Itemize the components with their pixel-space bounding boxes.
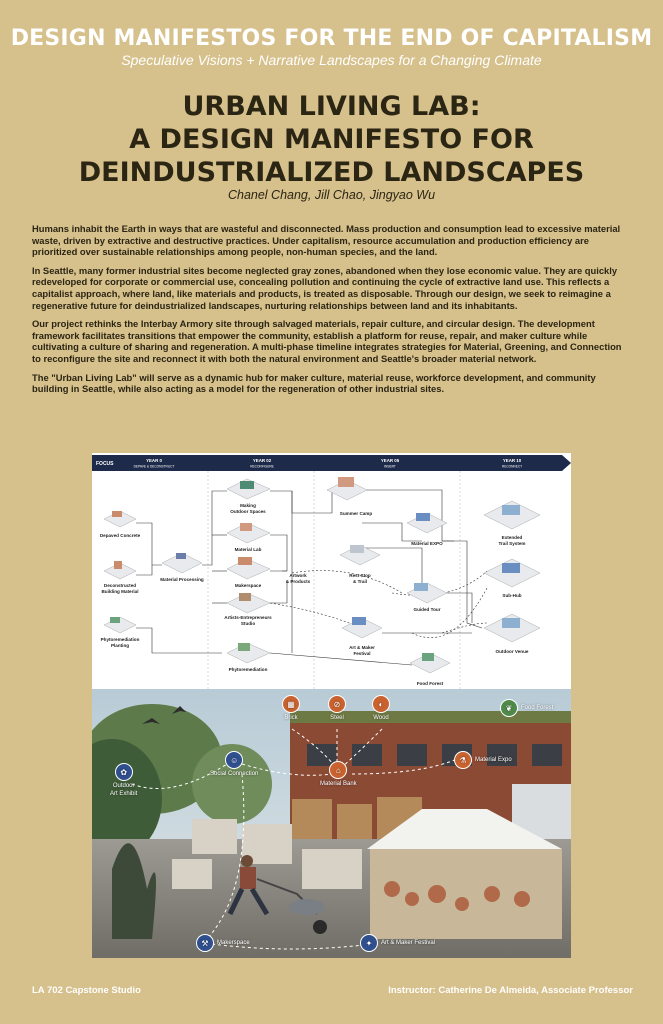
timeline-arrow — [92, 455, 571, 471]
node-deconstructed-2: Building Material — [101, 589, 139, 594]
timeline-diagram — [92, 453, 571, 689]
badge-art-maker-festival-label: Art & Maker Festival — [381, 940, 436, 946]
phase-sub-3: RECONNECT — [501, 464, 523, 469]
node-rest-stop-1: Rest Stop — [349, 573, 371, 578]
footer-instructor: Instructor: Catherine De Almeida, Associate Professor — [388, 985, 633, 996]
badge-steel — [328, 695, 346, 721]
focus-label: FOCUS — [96, 461, 114, 467]
node-deconstructed-1: Deconstructed — [103, 583, 137, 588]
node-artwork-2: & Products — [285, 579, 311, 584]
badge-makerspace — [196, 934, 250, 952]
badge-social-connection-label: Social Connection — [210, 771, 259, 777]
node-artists-2: Studio — [240, 621, 256, 626]
badge-food-forest-label: Food Forest — [521, 705, 554, 711]
paragraph-2: In Seattle, many former industrial sites become neglected gray zones, abandoned when they lose economic value. They are quickly redeveloped for corporate or commercial use, concealing pollution and continuing the cycle of extractive land use. This reflects a capitalist approach, where land, like materials and products, is treated as disposable. Through our design, we seek to reimagine a regenerative future for deindustrialized landscapes, nurturing relationships between land and its inhabitants. — [32, 264, 618, 311]
festival-icon: ✦ — [360, 934, 378, 952]
node-art-maker-2: Festival — [353, 651, 371, 656]
collage-illustration — [92, 689, 571, 958]
badge-art-maker-festival — [360, 934, 435, 952]
flask-icon: ⚗ — [454, 751, 472, 769]
steel-icon: ⊘ — [328, 695, 346, 713]
node-depaved-concrete: Depaved Concrete — [99, 533, 141, 538]
footer-course: LA 702 Capstone Studio — [32, 985, 141, 996]
node-art-maker-1: Art & Maker — [349, 645, 375, 650]
brick-icon: ▦ — [282, 695, 300, 713]
badge-wood-label: Wood — [373, 715, 389, 721]
bank-icon: ⌂ — [329, 761, 347, 779]
node-extended-1: Extended — [501, 535, 523, 540]
node-phytoremediation: Phytoremediation — [228, 667, 268, 672]
badge-outdoor-art — [110, 763, 137, 797]
node-phyto-planting-1: Phytoremediation — [100, 637, 140, 642]
tools-icon: ⚒ — [196, 934, 214, 952]
node-guided-tour: Guided Tour — [413, 607, 441, 612]
body-text — [32, 223, 632, 402]
badge-food-forest — [500, 699, 553, 717]
badge-social-connection — [210, 751, 258, 777]
node-material-lab: Material Lab — [234, 547, 262, 552]
phase-year-1: YEAR 02 — [252, 458, 272, 463]
badge-makerspace-label: Makerspace — [217, 940, 250, 946]
people-icon: ☺ — [225, 751, 243, 769]
title-line-2: A DESIGN MANIFESTO FOR — [129, 124, 534, 155]
badge-steel-label: Steel — [330, 715, 344, 721]
title-line-1: URBAN LIVING LAB: — [182, 91, 481, 122]
node-material-processing: Material Processing — [160, 577, 204, 582]
series-subtitle: Speculative Visions + Narrative Landscapes for a Changing Climate — [121, 52, 542, 68]
series-title: DESIGN MANIFESTOS FOR THE END OF CAPITALISM — [10, 26, 653, 51]
phase-sub-2: INSERT — [384, 464, 396, 469]
poster-title — [60, 90, 603, 189]
node-outdoor-venue: Outdoor Venue — [495, 649, 529, 654]
badge-material-bank-label: Material Bank — [320, 781, 357, 787]
node-artwork-1: Artwork — [289, 573, 307, 578]
badge-material-expo — [454, 751, 512, 769]
badge-brick — [282, 695, 300, 721]
phase-sub-0: DEPAVE & DECONSTRUCT — [133, 464, 175, 469]
node-makerspace: Makerspace — [234, 583, 262, 588]
node-making-outdoor-2: Outdoor Spaces — [230, 509, 266, 514]
diagram-node-blocks — [104, 477, 540, 673]
art-icon: ✿ — [115, 763, 133, 781]
badge-brick-label: Brick — [284, 715, 298, 721]
node-extended-2: Trail System — [498, 541, 526, 546]
node-artists-1: Artists-Entrepreneurs — [224, 615, 272, 620]
paragraph-4: The "Urban Living Lab" will serve as a dynamic hub for maker culture, material reuse, workforce development, and community building in Seattle, while also acting as a model for the regeneration of other industrial sites. — [32, 371, 596, 395]
badge-outdoor-art-label-2: Art Exhibit — [110, 791, 138, 797]
node-material-expo: Material EXPO — [411, 541, 443, 546]
phase-year-0: YEAR 0 — [146, 458, 162, 463]
node-making-outdoor-1: Making — [240, 503, 256, 508]
leaf-icon: ❦ — [500, 699, 518, 717]
node-food-forest: Food Forest — [416, 681, 444, 686]
wood-icon: ◐ — [372, 695, 390, 713]
paragraph-3: Our project rethinks the Interbay Armory site through salvaged materials, repair culture, and circular design. The development framework facilitates transitions that empower the community, establish a platform for reuse, repair, and maker culture while cultivating a culture of sharing and regeneration. A multi-phase timeline integrates strategies for Material, Greening, and Connection to reconfigure the site and reconnect it with both the natural environment and Seattle's broader material network. — [32, 318, 622, 364]
badge-wood — [372, 695, 390, 721]
phase-year-2: YEAR 05 — [380, 458, 400, 463]
phase-year-3: YEAR 10 — [502, 458, 522, 463]
node-phyto-planting-2: Planting — [110, 643, 130, 648]
node-summer-camp: Summer Camp — [339, 511, 373, 516]
paragraph-1: Humans inhabit the Earth in ways that are wasteful and disconnected. Mass production and consumption lead to excessive material waste, driven by extractive and destructive practices. Under capitalism, resource accumulation and production efficiency are prioritized over sustainable relationships among people, non-human species, and the land. — [32, 223, 621, 258]
badge-material-bank — [320, 761, 357, 787]
node-rest-stop-2: & Trail — [352, 579, 368, 584]
title-line-3: DEINDUSTRIALIZED LANDSCAPES — [78, 157, 585, 188]
phase-sub-1: RECONFIGURE — [250, 464, 274, 469]
authors: Chanel Chang, Jill Chao, Jingyao Wu — [227, 188, 436, 202]
node-sub-hub: Sub-Hub — [502, 593, 522, 598]
badge-outdoor-art-label-1: Outdoor — [112, 783, 135, 789]
badge-material-expo-label: Material Expo — [475, 757, 512, 763]
